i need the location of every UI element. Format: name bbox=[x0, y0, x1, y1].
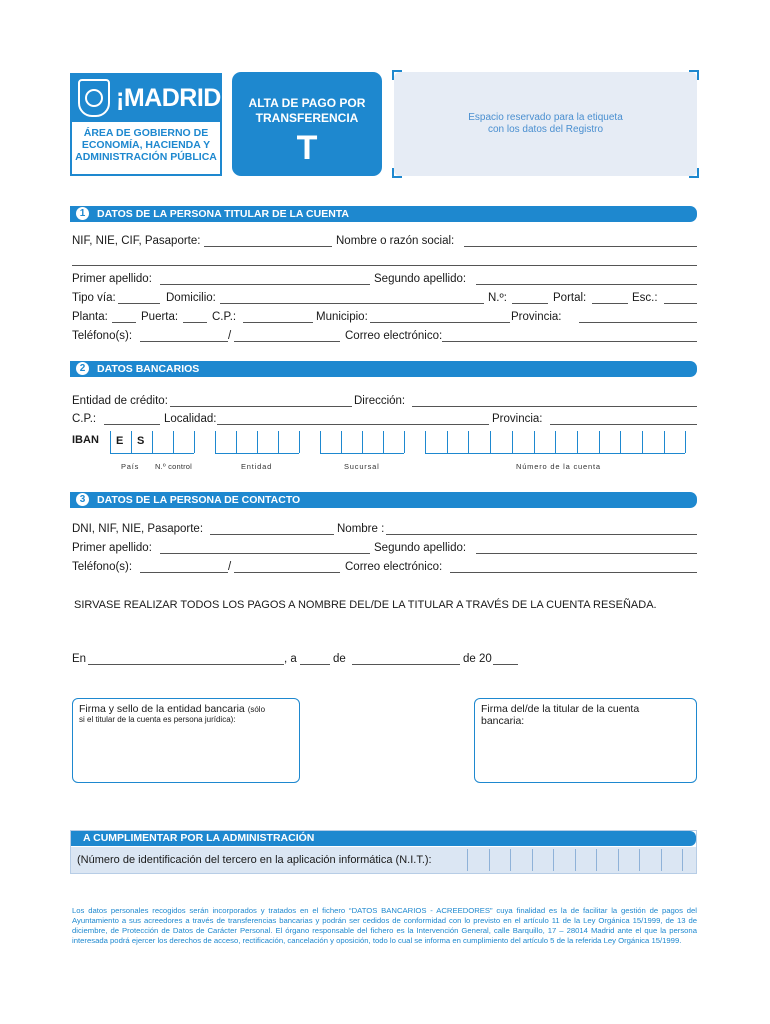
caption-control: N.º control bbox=[155, 462, 193, 471]
holder-signature-title-line2: bancaria: bbox=[481, 715, 525, 727]
iban-cell-divider bbox=[468, 431, 469, 453]
bank-cp-field[interactable] bbox=[104, 424, 160, 425]
month-field[interactable] bbox=[352, 664, 460, 665]
portal-label: Portal: bbox=[553, 292, 587, 304]
holder-signature-title-line1: Firma del/de la titular de la cuenta bbox=[481, 703, 640, 715]
iban-cell-divider bbox=[341, 431, 342, 453]
iban-country-e: E bbox=[116, 435, 124, 447]
esc-label: Esc.: bbox=[632, 292, 658, 304]
nit-cell bbox=[575, 849, 597, 871]
iban-cell-divider bbox=[404, 431, 405, 453]
contact-segundo-apellido-field[interactable] bbox=[476, 553, 697, 554]
bank-location-row bbox=[72, 411, 697, 427]
section3-number: 3 bbox=[76, 493, 89, 506]
bank-provincia-label: Provincia: bbox=[492, 413, 543, 425]
bank-provincia-field[interactable] bbox=[550, 424, 697, 425]
contact-surname-row bbox=[72, 540, 697, 556]
logo-wordmark: ¡MADRID! bbox=[116, 84, 229, 112]
numero-field[interactable] bbox=[512, 303, 548, 304]
puerta-field[interactable] bbox=[183, 322, 207, 323]
admin-header: A CUMPLIMENTAR POR LA ADMINISTRACIÓN bbox=[71, 831, 696, 846]
nit-cell bbox=[682, 849, 704, 871]
contact-correo-field[interactable] bbox=[450, 572, 697, 573]
correo-label: Correo electrónico: bbox=[345, 330, 443, 342]
contact-correo-label: Correo electrónico: bbox=[345, 561, 443, 573]
admin-section bbox=[70, 830, 697, 874]
telefono2-field[interactable] bbox=[234, 341, 340, 342]
esc-field[interactable] bbox=[664, 303, 697, 304]
iban-cell-divider bbox=[215, 431, 216, 453]
bank-signature-note: (sólo bbox=[247, 705, 266, 714]
iban-group-2 bbox=[152, 453, 194, 454]
section2-number: 2 bbox=[76, 362, 89, 375]
planta-field[interactable] bbox=[112, 322, 136, 323]
iban-cell-divider bbox=[383, 431, 384, 453]
numero-label: N.º: bbox=[488, 292, 507, 304]
direccion-field[interactable] bbox=[412, 406, 697, 407]
contact-telefono-label: Teléfono(s): bbox=[72, 561, 133, 573]
contact-primer-apellido-field[interactable] bbox=[160, 553, 370, 554]
iban-cell-divider bbox=[490, 431, 491, 453]
nif-label: NIF, NIE, CIF, Pasaporte: bbox=[72, 235, 201, 247]
legal-notice: Los datos personales recogidos serán incorporados y tratados en el fichero “DATOS BANCARIOS - ACREEDORES” cuya finalidad es la de facilitar la gestión de pagos del Ayuntamiento a sus acreedores a través de transferencias bancarias y podrán ser cedidos de conformidad con lo previsto en el artículo 11 de la Ley Orgánica 15/1999, de 13 de diciembre, de Protección de Datos de Carácter Personal. El órgano responsable del fichero es la Intervención General, calle Barquillo, 17 – 28014 Madrid ante el que la persona interesada podrá ejercer los derechos de acceso, rectificación, cancelación y oposición, todo lo cual se informa en cumplimiento del artículo 5 de la referida Ley Orgánica 15/1999. bbox=[72, 906, 697, 945]
contact-telefono1-field[interactable] bbox=[140, 572, 228, 573]
iban-label: IBAN bbox=[72, 434, 99, 446]
telefono-separator: / bbox=[228, 330, 232, 342]
nit-cell bbox=[639, 849, 661, 871]
iban-cell-divider bbox=[425, 431, 426, 453]
correo-field[interactable] bbox=[442, 341, 697, 342]
place-date-row bbox=[72, 651, 697, 667]
iban-cell-divider bbox=[257, 431, 258, 453]
a-label: , a bbox=[284, 653, 297, 665]
section1-number: 1 bbox=[76, 207, 89, 220]
tipo-via-label: Tipo vía: bbox=[72, 292, 116, 304]
primer-apellido-label: Primer apellido: bbox=[72, 273, 152, 285]
nit-cell bbox=[661, 849, 683, 871]
madrid-logo bbox=[70, 73, 229, 176]
holder-location-row bbox=[72, 309, 697, 325]
bank-signature-box[interactable] bbox=[72, 698, 300, 783]
entidad-credito-label: Entidad de crédito: bbox=[72, 395, 168, 407]
place-field[interactable] bbox=[88, 664, 284, 665]
caption-pais: País bbox=[121, 462, 140, 471]
localidad-label: Localidad: bbox=[164, 413, 217, 425]
contact-primer-apellido-label: Primer apellido: bbox=[72, 542, 152, 554]
iban-cell-divider bbox=[110, 431, 111, 453]
iban-cell-divider bbox=[131, 431, 132, 453]
department-name: ÁREA DE GOBIERNO DE ECONOMÍA, HACIENDA Y ADMINISTRACIÓN PÚBLICA bbox=[75, 127, 217, 163]
nit-label: (Número de identificación del tercero en la aplicación informática (N.I.T.): bbox=[77, 854, 432, 866]
segundo-apellido-label: Segundo apellido: bbox=[374, 273, 467, 285]
section1-header bbox=[70, 206, 697, 222]
nombre-label: Nombre o razón social: bbox=[336, 235, 455, 247]
contact-dni-label: DNI, NIF, NIE, Pasaporte: bbox=[72, 523, 204, 535]
caption-entidad: Entidad bbox=[241, 462, 273, 471]
nit-cell bbox=[510, 849, 532, 871]
form-title-box bbox=[232, 72, 382, 176]
iban-cell-divider bbox=[194, 431, 195, 453]
form-letter: T bbox=[296, 129, 318, 167]
iban-cell-divider bbox=[278, 431, 279, 453]
provincia-field[interactable] bbox=[579, 322, 697, 323]
portal-field[interactable] bbox=[592, 303, 628, 304]
holder-signature-box[interactable] bbox=[474, 698, 697, 783]
segundo-apellido-field[interactable] bbox=[476, 284, 697, 285]
cp-field[interactable] bbox=[243, 322, 313, 323]
day-field[interactable] bbox=[300, 664, 330, 665]
holder-surname-row bbox=[72, 271, 697, 287]
iban-cell-divider bbox=[685, 431, 686, 453]
contact-telefono-separator: / bbox=[228, 561, 232, 573]
de-label: de bbox=[333, 653, 346, 665]
iban-cell-divider bbox=[642, 431, 643, 453]
municipio-label: Municipio: bbox=[316, 311, 368, 323]
iban-cell-divider bbox=[173, 431, 174, 453]
holder-address-row bbox=[72, 290, 697, 306]
nombre-field[interactable] bbox=[464, 246, 697, 247]
iban-country-s: S bbox=[137, 435, 145, 447]
direccion-label: Dirección: bbox=[354, 395, 406, 407]
contact-telefono2-field[interactable] bbox=[234, 572, 340, 573]
cp-label: C.P.: bbox=[212, 311, 237, 323]
nombre-field-continuation[interactable] bbox=[72, 265, 697, 266]
form-title-line2: TRANSFERENCIA bbox=[255, 111, 359, 125]
registry-label-area bbox=[394, 72, 697, 176]
section2-header bbox=[70, 361, 697, 377]
year-prefix-label: de 20 bbox=[463, 653, 492, 665]
primer-apellido-field[interactable] bbox=[160, 284, 370, 285]
domicilio-field[interactable] bbox=[220, 303, 484, 304]
bank-cp-label: C.P.: bbox=[72, 413, 97, 425]
telefono1-field[interactable] bbox=[140, 341, 228, 342]
iban-cell-divider bbox=[447, 431, 448, 453]
nit-cell bbox=[618, 849, 640, 871]
bank-name-row bbox=[72, 393, 697, 409]
iban-group-1 bbox=[110, 453, 152, 454]
nif-field[interactable] bbox=[204, 246, 332, 247]
iban-cell-divider bbox=[512, 431, 513, 453]
iban-cell-divider bbox=[152, 431, 153, 453]
holder-name-continuation-row bbox=[72, 252, 697, 268]
domicilio-label: Domicilio: bbox=[166, 292, 216, 304]
section3-header bbox=[70, 492, 697, 508]
payment-request-text: SIRVASE REALIZAR TODOS LOS PAGOS A NOMBRE DEL/DE LA TITULAR A TRAVÉS DE LA CUENTA RESEÑADA. bbox=[74, 599, 657, 611]
iban-group-4 bbox=[320, 453, 404, 454]
puerta-label: Puerta: bbox=[141, 311, 179, 323]
iban-cell-divider bbox=[299, 431, 300, 453]
iban-cell-divider bbox=[577, 431, 578, 453]
iban-cell-divider bbox=[236, 431, 237, 453]
iban-cell-divider bbox=[534, 431, 535, 453]
telefono-label: Teléfono(s): bbox=[72, 330, 133, 342]
nit-cell bbox=[467, 849, 489, 871]
contact-nombre-field[interactable] bbox=[386, 534, 697, 535]
nit-cell bbox=[596, 849, 618, 871]
registry-label-text: Espacio reservado para la etiqueta con los datos del Registro bbox=[468, 112, 623, 135]
bank-signature-note-line2: si el titular de la cuenta es persona jurídica): bbox=[79, 715, 236, 724]
iban-group-3 bbox=[215, 453, 299, 454]
iban-group-5 bbox=[425, 453, 685, 454]
bank-signature-title: Firma y sello de la entidad bancaria bbox=[79, 703, 245, 715]
contact-id-row bbox=[72, 521, 697, 537]
holder-id-row bbox=[72, 233, 697, 249]
municipio-field[interactable] bbox=[370, 322, 510, 323]
localidad-field[interactable] bbox=[217, 424, 489, 425]
caption-cuenta: Número de la cuenta bbox=[516, 462, 601, 471]
iban-cell-divider bbox=[664, 431, 665, 453]
holder-contact-row bbox=[72, 328, 697, 344]
nit-cell bbox=[532, 849, 554, 871]
iban-cell-divider bbox=[362, 431, 363, 453]
tipo-via-field[interactable] bbox=[118, 303, 160, 304]
iban-cell-divider bbox=[320, 431, 321, 453]
section3-title: DATOS DE LA PERSONA DE CONTACTO bbox=[97, 494, 301, 506]
entidad-credito-field[interactable] bbox=[170, 406, 352, 407]
provincia-label: Provincia: bbox=[511, 311, 562, 323]
nit-cell bbox=[553, 849, 575, 871]
contact-dni-field[interactable] bbox=[210, 534, 334, 535]
caption-sucursal: Sucursal bbox=[344, 462, 380, 471]
en-label: En bbox=[72, 653, 87, 665]
iban-cell-divider bbox=[599, 431, 600, 453]
section2-title: DATOS BANCARIOS bbox=[97, 363, 200, 375]
nit-cell bbox=[489, 849, 511, 871]
contact-segundo-apellido-label: Segundo apellido: bbox=[374, 542, 467, 554]
section1-title: DATOS DE LA PERSONA TITULAR DE LA CUENTA bbox=[97, 208, 349, 220]
form-title-line1: ALTA DE PAGO POR bbox=[248, 96, 366, 110]
planta-label: Planta: bbox=[72, 311, 108, 323]
year-field[interactable] bbox=[493, 664, 518, 665]
madrid-crest-icon bbox=[78, 79, 110, 117]
contact-phone-row bbox=[72, 559, 697, 575]
iban-cell-divider bbox=[555, 431, 556, 453]
iban-cell-divider bbox=[620, 431, 621, 453]
contact-nombre-label: Nombre : bbox=[337, 523, 385, 535]
